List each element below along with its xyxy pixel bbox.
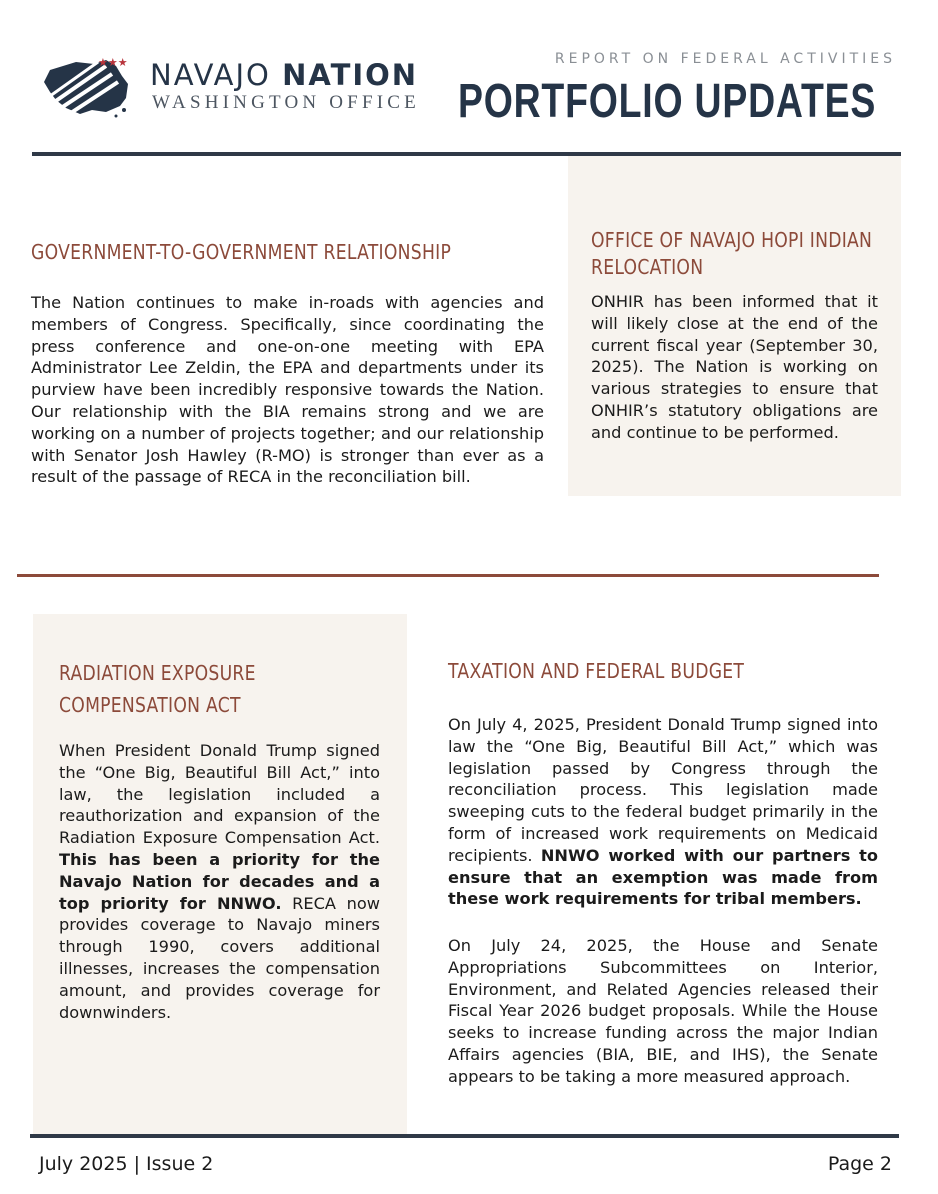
bottom-divider bbox=[30, 1134, 899, 1138]
reca-body-end: RECA now provides coverage to Navajo miners through 1990, covers additional illnesses, increases the compensation amount, and provides coverage for downwinders. bbox=[59, 893, 380, 1022]
tax-p1-start: On July 4, 2025, President Donald Trump signed into law the “One Big, Beautiful Bill Act,” which was legislation passed by Congress through the reconciliation process. This legislation made sweeping cuts to the federal budget primarily in the form of increased work requirements on Medicaid recipients. bbox=[448, 715, 878, 865]
reca-heading-line1: RADIATION EXPOSURE bbox=[59, 661, 256, 685]
tax-paragraph-2: On July 24, 2025, the House and Senate Appropriations Subcommittees on Interior, Environment, and Related Agencies released their Fiscal Year 2026 budget proposals. While the House seeks to increase funding across the major Indian Affairs agencies (BIA, BIE, and IHS), the Senate appears to be taking a more measured approach. bbox=[448, 936, 878, 1086]
footer-page-number: Page 2 bbox=[827, 1153, 892, 1175]
report-kicker: REPORT ON FEDERAL ACTIVITIES bbox=[554, 51, 896, 67]
org-name bbox=[150, 58, 418, 92]
tax-paragraph-1 bbox=[448, 714, 878, 910]
tax-heading: TAXATION AND FEDERAL BUDGET bbox=[448, 659, 745, 683]
navajo-nation-logo bbox=[36, 52, 136, 130]
g2g-body: The Nation continues to make in-roads with agencies and members of Congress. Specifically, since coordinating the press conference and one-on-one meeting with EPA Administrator Lee Zeldin, the EPA and departments under its purview have been incredibly responsive towards the Nation. Our relationship with the BIA remains strong and we are working on a number of projects together; and our relationship with Senator Josh Hawley (R-MO) is stronger than ever as a result of the passage of RECA in the reconciliation bill. bbox=[31, 293, 544, 487]
onhir-body: ONHIR has been informed that it will likely close at the end of the current fiscal year (September 30, 2025). The Nation is working on various strategies to ensure that ONHIR’s statutory obligations are and continue to be performed. bbox=[591, 292, 878, 442]
svg-text:★★★: ★★★ bbox=[98, 56, 128, 69]
g2g-heading: GOVERNMENT-TO-GOVERNMENT RELATIONSHIP bbox=[31, 240, 452, 264]
reca-heading bbox=[59, 657, 256, 721]
footer-issue: July 2025 | Issue 2 bbox=[39, 1153, 214, 1175]
mid-divider bbox=[17, 574, 879, 577]
page-title: PORTFOLIO UPDATES bbox=[457, 75, 876, 128]
onhir-heading-line2: RELOCATION bbox=[591, 255, 704, 279]
onhir-heading bbox=[591, 227, 872, 281]
org-name-light: NAVAJO bbox=[150, 58, 271, 92]
onhir-heading-line1: OFFICE OF NAVAJO HOPI INDIAN bbox=[591, 228, 873, 252]
reca-heading-line2: COMPENSATION ACT bbox=[59, 693, 241, 717]
navajo-map-icon bbox=[36, 52, 136, 130]
tax-p1-bold: NNWO worked with our partners to ensure that an exemption was made from these work requirements for tribal members. bbox=[448, 845, 878, 909]
reca-body-start: When President Donald Trump signed the “One Big, Beautiful Bill Act,” into law, the legislation included a reauthorization and expansion of the Radiation Exposure Compensation Act. bbox=[59, 741, 380, 848]
reca-body-bold: This has been a priority for the Navajo Nation for decades and a top priority for NNWO. bbox=[59, 849, 380, 913]
org-subtitle: WASHINGTON OFFICE bbox=[152, 92, 420, 113]
org-name-bold: NATION bbox=[282, 58, 419, 92]
reca-body bbox=[59, 740, 380, 1023]
